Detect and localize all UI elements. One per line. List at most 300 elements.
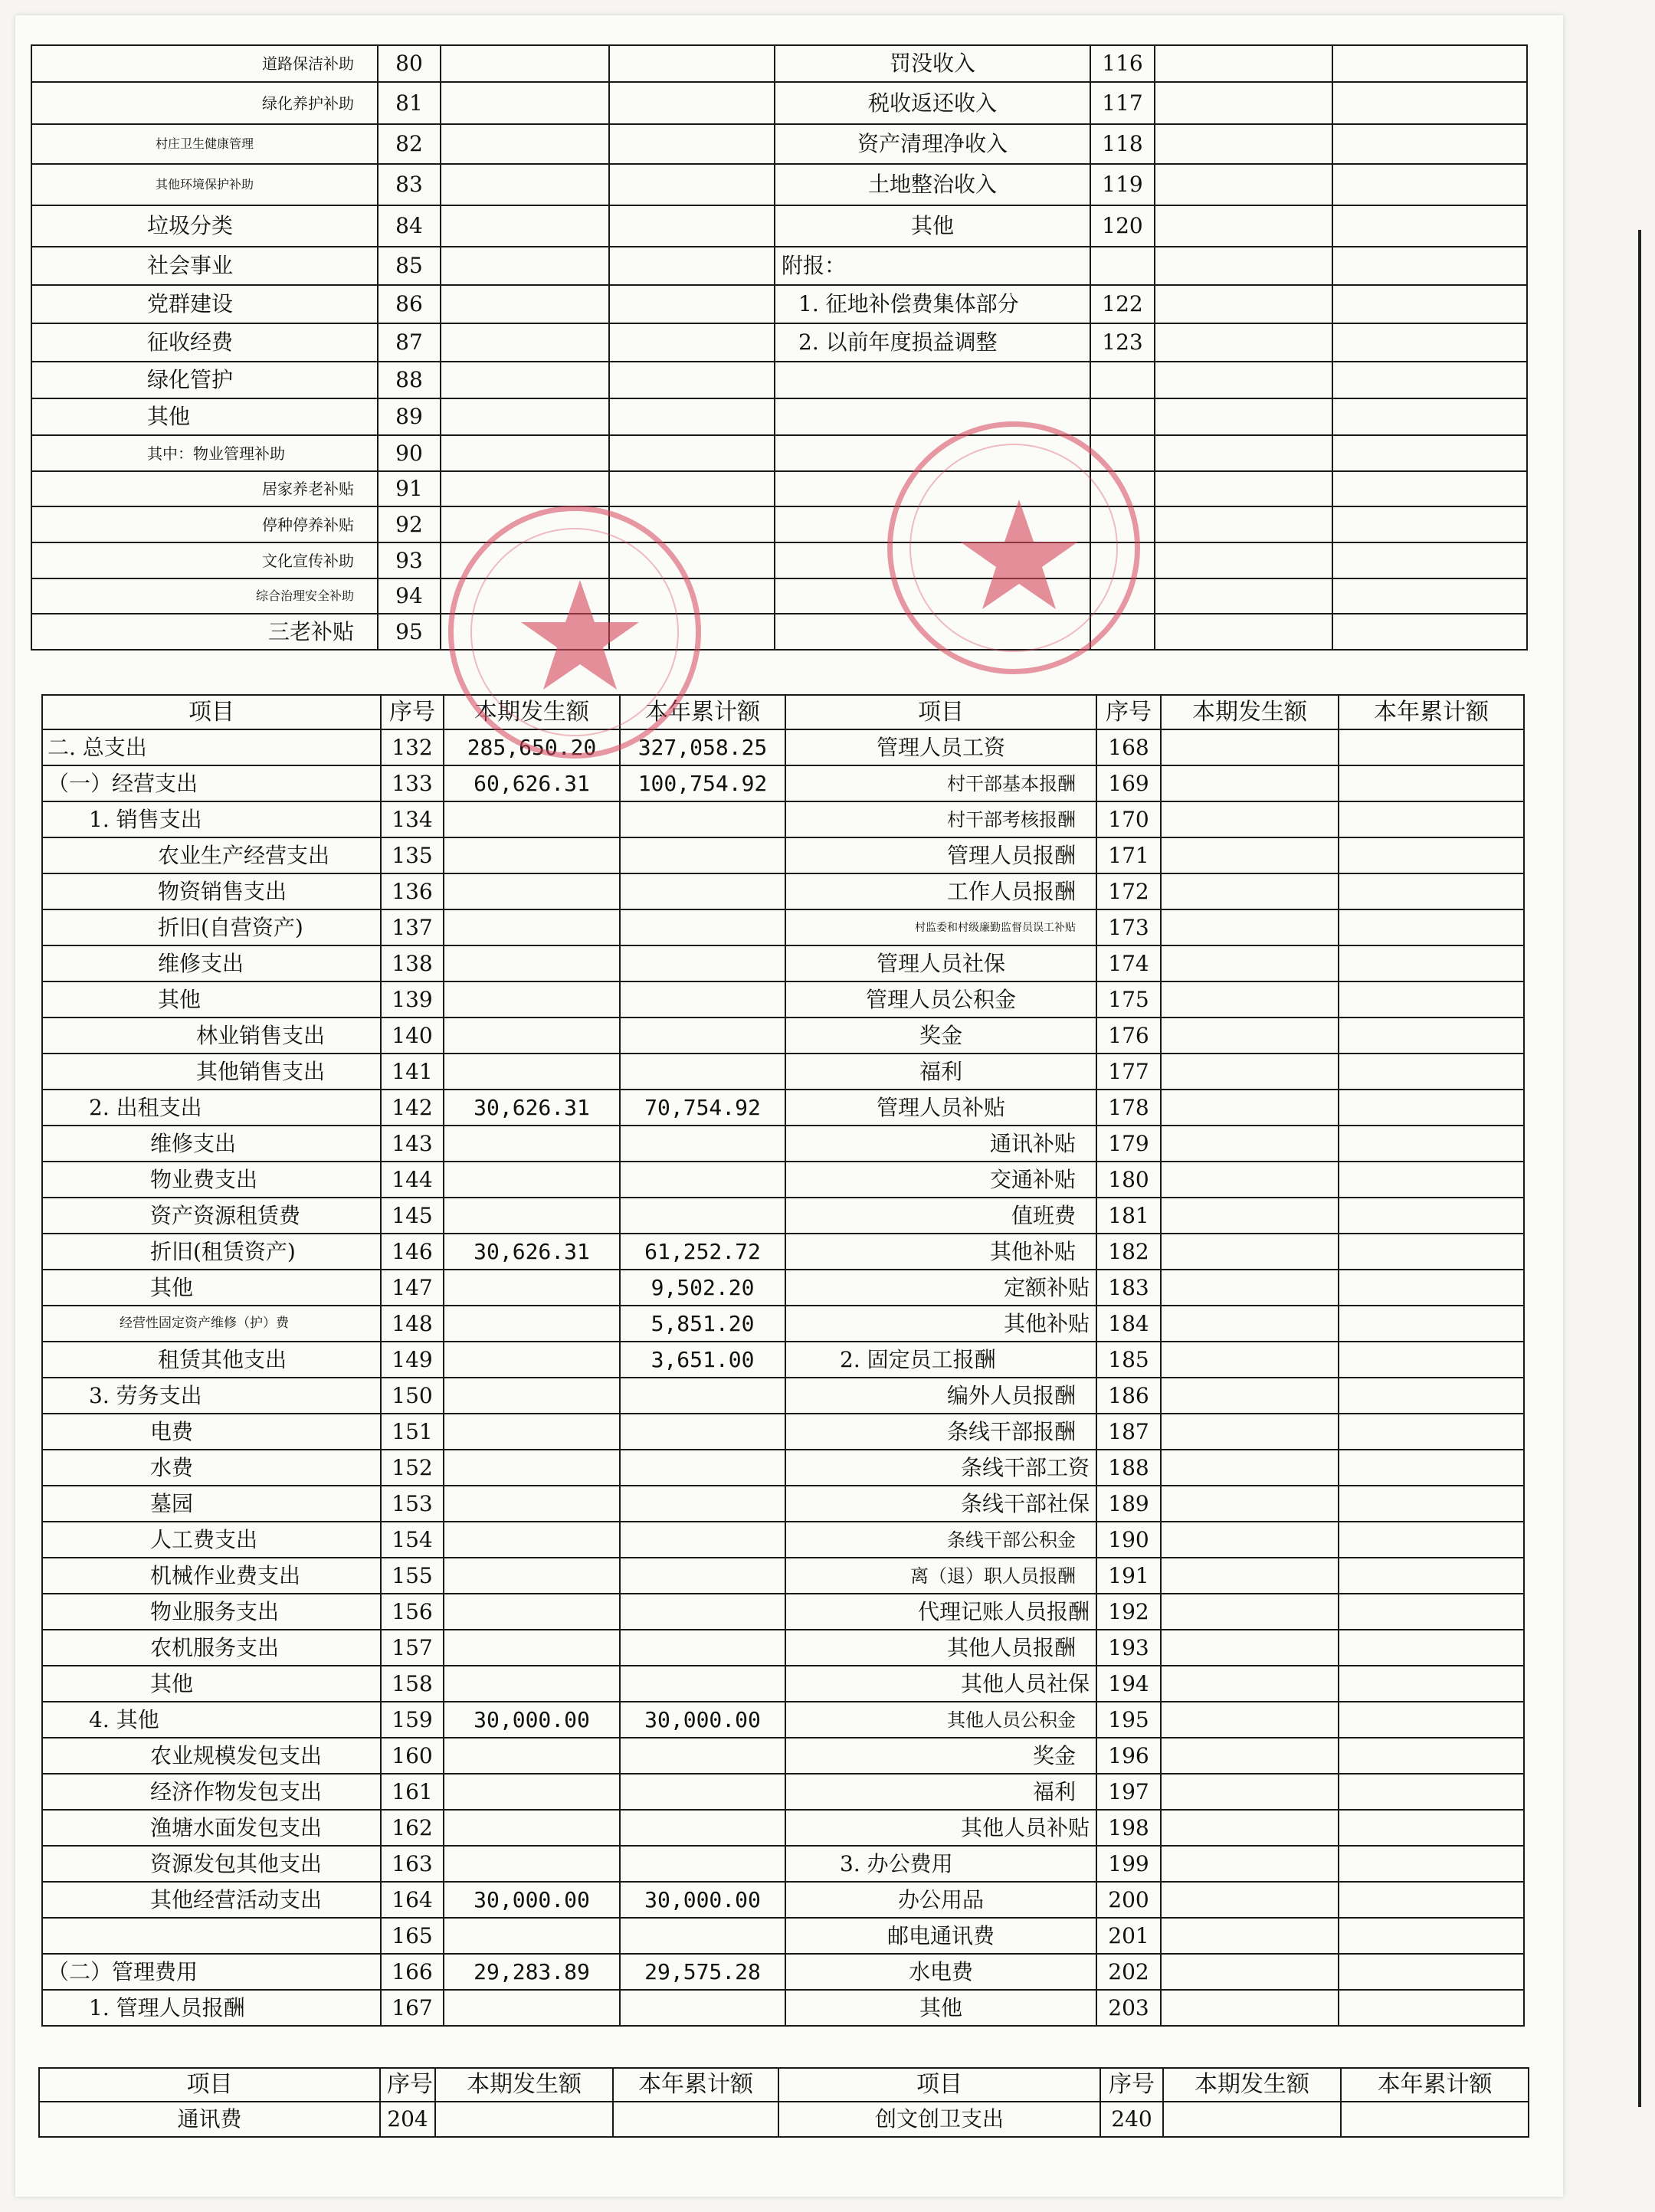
row-cumulative: 30,000.00 — [620, 1702, 785, 1738]
table-row — [42, 873, 1524, 909]
row-cumulative — [620, 1990, 785, 2026]
row-cumulative — [620, 1738, 785, 1774]
star-icon — [454, 511, 706, 764]
row-no: 203 — [1096, 1990, 1161, 2026]
row-current — [441, 435, 609, 471]
header-cumulative: 本年累计额 — [1339, 695, 1524, 729]
row-no: 176 — [1096, 1018, 1161, 1054]
row-cumulative — [1339, 1846, 1524, 1882]
row-no: 186 — [1096, 1378, 1161, 1414]
row-label: 墓园 — [42, 1486, 381, 1522]
row-current: 30,626.31 — [444, 1090, 620, 1126]
row-cumulative — [1339, 1918, 1524, 1954]
row-cumulative — [1339, 1234, 1524, 1270]
row-cumulative — [1339, 1702, 1524, 1738]
row-current — [444, 1018, 620, 1054]
row-no: 157 — [381, 1630, 444, 1666]
row-current — [1161, 1378, 1339, 1414]
row-current — [441, 124, 609, 164]
row-label: 其他 — [42, 1666, 381, 1702]
row-no: 181 — [1096, 1198, 1161, 1234]
row-label: 其中：物业管理补助 — [31, 435, 378, 471]
row-label: 村干部基本报酬 — [785, 765, 1096, 801]
row-cumulative — [1339, 1126, 1524, 1162]
row-no: 154 — [381, 1522, 444, 1558]
row-no: 193 — [1096, 1630, 1161, 1666]
table-row — [31, 124, 1527, 164]
row-cumulative — [1339, 1162, 1524, 1198]
header-no: 序号 — [381, 695, 444, 729]
row-no: 198 — [1096, 1810, 1161, 1846]
row-cumulative — [1332, 164, 1527, 205]
row-cumulative — [609, 323, 775, 362]
table-row — [42, 1774, 1524, 1810]
row-no: 163 — [381, 1846, 444, 1882]
row-current — [1161, 1306, 1339, 1342]
row-no: 197 — [1096, 1774, 1161, 1810]
row-no: 137 — [381, 909, 444, 945]
row-no: 134 — [381, 801, 444, 837]
row-cumulative — [609, 435, 775, 471]
row-cumulative — [1339, 765, 1524, 801]
row-label: 管理人员社保 — [785, 945, 1096, 981]
row-label: 折旧(自营资产) — [42, 909, 381, 945]
table-row — [31, 435, 1527, 471]
row-cumulative — [1332, 578, 1527, 614]
row-cumulative — [1339, 1882, 1524, 1918]
row-current — [1161, 837, 1339, 873]
table-row — [31, 247, 1527, 285]
row-no: 179 — [1096, 1126, 1161, 1162]
row-no: 200 — [1096, 1882, 1161, 1918]
row-current — [1161, 1918, 1339, 1954]
row-current — [1161, 1450, 1339, 1486]
row-label: （二）管理费用 — [42, 1954, 381, 1990]
row-label: 征收经费 — [31, 323, 378, 362]
row-label: 经济作物发包支出 — [42, 1774, 381, 1810]
row-current — [435, 2102, 613, 2137]
row-label: 其他 — [785, 1990, 1096, 2026]
row-current — [444, 1666, 620, 1702]
row-current: 30,000.00 — [444, 1882, 620, 1918]
row-current — [1155, 323, 1332, 362]
row-no: 177 — [1096, 1054, 1161, 1090]
row-current — [444, 1162, 620, 1198]
row-current — [1161, 1810, 1339, 1846]
row-cumulative — [1339, 1414, 1524, 1450]
row-current — [444, 1414, 620, 1450]
row-label: 交通补贴 — [785, 1162, 1096, 1198]
row-no: 146 — [381, 1234, 444, 1270]
row-cumulative — [620, 945, 785, 981]
table-row — [31, 398, 1527, 435]
row-cumulative — [1332, 398, 1527, 435]
row-current — [1161, 909, 1339, 945]
header-item: 项目 — [778, 2068, 1100, 2102]
row-no: 142 — [381, 1090, 444, 1126]
row-cumulative — [1339, 1954, 1524, 1990]
expenditure-table-next — [38, 2067, 1529, 2138]
row-current — [1155, 614, 1332, 650]
row-no — [1090, 362, 1155, 398]
row-no: 138 — [381, 945, 444, 981]
row-no: 170 — [1096, 801, 1161, 837]
row-label: 道路保洁补助 — [31, 45, 378, 82]
row-label: 绿化养护补助 — [31, 82, 378, 124]
table-header-row — [39, 2068, 1529, 2102]
table-row — [42, 1594, 1524, 1630]
row-label: 奖金 — [785, 1738, 1096, 1774]
row-label: 人工费支出 — [42, 1522, 381, 1558]
row-cumulative — [609, 285, 775, 323]
table-row — [42, 1450, 1524, 1486]
row-label: 1. 征地补偿费集体部分 — [775, 285, 1090, 323]
table-row — [42, 1090, 1524, 1126]
row-no: 171 — [1096, 837, 1161, 873]
official-seal-right — [887, 421, 1140, 674]
row-current — [1161, 1522, 1339, 1558]
row-cumulative — [620, 1018, 785, 1054]
row-label: 维修支出 — [42, 1126, 381, 1162]
row-no: 175 — [1096, 981, 1161, 1018]
row-label: 物业服务支出 — [42, 1594, 381, 1630]
table-row — [42, 909, 1524, 945]
row-label: 经营性固定资产维修（护）费 — [42, 1306, 381, 1342]
row-no: 117 — [1090, 82, 1155, 124]
row-no: 151 — [381, 1414, 444, 1450]
row-current — [441, 164, 609, 205]
row-no: 178 — [1096, 1090, 1161, 1126]
row-label: 综合治理安全补助 — [31, 578, 378, 614]
row-no: 196 — [1096, 1738, 1161, 1774]
row-cumulative — [1339, 837, 1524, 873]
row-label: 条线干部公积金 — [785, 1522, 1096, 1558]
header-no: 序号 — [1096, 695, 1161, 729]
row-cumulative — [1339, 1270, 1524, 1306]
row-label: 邮电通讯费 — [785, 1918, 1096, 1954]
row-label: 林业销售支出 — [42, 1018, 381, 1054]
row-label: 土地整治收入 — [775, 164, 1090, 205]
row-current — [444, 873, 620, 909]
row-cumulative — [1332, 124, 1527, 164]
table-row — [42, 1342, 1524, 1378]
table-row — [42, 1558, 1524, 1594]
row-current — [1161, 1090, 1339, 1126]
row-current — [1155, 82, 1332, 124]
row-current — [1155, 542, 1332, 578]
row-current — [1161, 1990, 1339, 2026]
row-label: 其他环境保护补助 — [31, 164, 378, 205]
row-no: 88 — [378, 362, 441, 398]
row-no: 180 — [1096, 1162, 1161, 1198]
row-current — [441, 398, 609, 435]
row-cumulative — [1339, 1450, 1524, 1486]
row-current — [444, 981, 620, 1018]
row-cumulative: 70,754.92 — [620, 1090, 785, 1126]
row-no: 132 — [381, 729, 444, 765]
row-current — [441, 323, 609, 362]
row-current — [441, 362, 609, 398]
row-current — [441, 82, 609, 124]
row-label: 农业生产经营支出 — [42, 837, 381, 873]
row-current: 30,626.31 — [444, 1234, 620, 1270]
row-label: 其他补贴 — [785, 1306, 1096, 1342]
row-current — [444, 1846, 620, 1882]
row-cumulative: 5,851.20 — [620, 1306, 785, 1342]
row-current — [444, 1342, 620, 1378]
row-no: 84 — [378, 205, 441, 247]
row-no: 93 — [378, 542, 441, 578]
row-current — [1161, 1630, 1339, 1666]
row-current — [1155, 124, 1332, 164]
row-no: 204 — [380, 2102, 435, 2137]
row-label: 管理人员报酬 — [785, 837, 1096, 873]
table-row — [42, 1630, 1524, 1666]
row-cumulative — [1339, 1486, 1524, 1522]
row-label: 3. 劳务支出 — [42, 1378, 381, 1414]
table-row — [31, 471, 1527, 506]
row-current — [1161, 1414, 1339, 1450]
table-row — [42, 1198, 1524, 1234]
row-cumulative — [620, 1378, 785, 1414]
row-label: 福利 — [785, 1774, 1096, 1810]
row-current — [1161, 1486, 1339, 1522]
row-cumulative: 3,651.00 — [620, 1342, 785, 1378]
row-label: 租赁其他支出 — [42, 1342, 381, 1378]
row-cumulative: 30,000.00 — [620, 1882, 785, 1918]
row-label: 其他经营活动支出 — [42, 1882, 381, 1918]
row-label: 1. 销售支出 — [42, 801, 381, 837]
row-cumulative — [1339, 801, 1524, 837]
row-label: 水费 — [42, 1450, 381, 1486]
row-label: 资源发包其他支出 — [42, 1846, 381, 1882]
row-current — [441, 247, 609, 285]
row-current — [1155, 45, 1332, 82]
row-label: 代理记账人员报酬 — [785, 1594, 1096, 1630]
row-label: 离（退）职人员报酬 — [785, 1558, 1096, 1594]
row-current — [1155, 205, 1332, 247]
row-no: 80 — [378, 45, 441, 82]
row-no: 81 — [378, 82, 441, 124]
row-label: 水电费 — [785, 1954, 1096, 1990]
row-cumulative — [1339, 1054, 1524, 1090]
row-label: 奖金 — [785, 1018, 1096, 1054]
row-current — [444, 1270, 620, 1306]
table-header-row — [42, 695, 1524, 729]
table-row — [42, 981, 1524, 1018]
row-label: 物业费支出 — [42, 1162, 381, 1198]
row-label: 绿化管护 — [31, 362, 378, 398]
row-label: 其他人员社保 — [785, 1666, 1096, 1702]
row-cumulative — [1332, 247, 1527, 285]
row-label: 2. 出租支出 — [42, 1090, 381, 1126]
row-no: 139 — [381, 981, 444, 1018]
row-current — [444, 1378, 620, 1414]
row-no: 194 — [1096, 1666, 1161, 1702]
row-current — [444, 1774, 620, 1810]
row-current — [444, 1990, 620, 2026]
row-no: 192 — [1096, 1594, 1161, 1630]
row-no: 168 — [1096, 729, 1161, 765]
row-current — [444, 1522, 620, 1558]
header-current: 本期发生额 — [1161, 695, 1339, 729]
row-no — [1090, 247, 1155, 285]
row-label: 村监委和村级廉勤监督员误工补贴 — [785, 909, 1096, 945]
row-current — [1161, 729, 1339, 765]
table-row — [42, 1990, 1524, 2026]
row-current — [1161, 1846, 1339, 1882]
table-row — [42, 1666, 1524, 1702]
row-cumulative — [1332, 285, 1527, 323]
header-current: 本期发生额 — [1163, 2068, 1341, 2102]
row-cumulative — [620, 1846, 785, 1882]
row-cumulative — [620, 873, 785, 909]
row-current — [444, 1306, 620, 1342]
row-no: 92 — [378, 506, 441, 542]
row-no: 145 — [381, 1198, 444, 1234]
row-cumulative — [1341, 2102, 1529, 2137]
row-cumulative: 61,252.72 — [620, 1234, 785, 1270]
row-label: 资产资源租赁费 — [42, 1198, 381, 1234]
row-label: 社会事业 — [31, 247, 378, 285]
table-row — [42, 837, 1524, 873]
row-current — [1161, 1774, 1339, 1810]
row-label: 三老补贴 — [31, 614, 378, 650]
row-label: 通讯费 — [39, 2102, 380, 2137]
row-current — [1161, 1954, 1339, 1990]
table-row — [42, 1522, 1524, 1558]
row-no: 164 — [381, 1882, 444, 1918]
row-current — [441, 471, 609, 506]
row-current — [444, 1198, 620, 1234]
row-current — [1155, 362, 1332, 398]
row-cumulative — [1332, 506, 1527, 542]
row-no: 159 — [381, 1702, 444, 1738]
table-row — [42, 1054, 1524, 1090]
row-label: 其他 — [42, 1270, 381, 1306]
row-label: 1. 管理人员报酬 — [42, 1990, 381, 2026]
row-cumulative — [1339, 981, 1524, 1018]
row-cumulative — [609, 398, 775, 435]
row-current — [1155, 506, 1332, 542]
header-current: 本期发生额 — [435, 2068, 613, 2102]
row-cumulative — [1339, 1378, 1524, 1414]
row-current — [1155, 247, 1332, 285]
table-row — [42, 1378, 1524, 1414]
table-row — [42, 1918, 1524, 1954]
row-label: 农机服务支出 — [42, 1630, 381, 1666]
row-current — [1161, 1198, 1339, 1234]
row-no: 189 — [1096, 1486, 1161, 1522]
row-current — [1163, 2102, 1341, 2137]
table-row — [31, 362, 1527, 398]
row-current — [1161, 1882, 1339, 1918]
row-label: 村庄卫生健康管理 — [31, 124, 378, 164]
row-cumulative — [1339, 945, 1524, 981]
row-current — [1155, 398, 1332, 435]
row-no: 162 — [381, 1810, 444, 1846]
row-current — [1161, 1558, 1339, 1594]
row-cumulative — [609, 82, 775, 124]
row-current — [1161, 1594, 1339, 1630]
row-cumulative — [1339, 1630, 1524, 1666]
table-row — [31, 205, 1527, 247]
row-current: 30,000.00 — [444, 1702, 620, 1738]
row-no: 169 — [1096, 765, 1161, 801]
table-row — [42, 1414, 1524, 1450]
row-label: 条线干部社保 — [785, 1486, 1096, 1522]
row-cumulative — [620, 1810, 785, 1846]
row-no: 165 — [381, 1918, 444, 1954]
row-label: 其他补贴 — [785, 1234, 1096, 1270]
row-label: 其他人员报酬 — [785, 1630, 1096, 1666]
table-row — [42, 1306, 1524, 1342]
row-current — [1161, 801, 1339, 837]
row-label: 4. 其他 — [42, 1702, 381, 1738]
row-no: 119 — [1090, 164, 1155, 205]
row-label: 折旧(租赁资产) — [42, 1234, 381, 1270]
row-current — [444, 1918, 620, 1954]
row-cumulative — [1339, 1018, 1524, 1054]
row-label: 管理人员补贴 — [785, 1090, 1096, 1126]
row-label: 党群建设 — [31, 285, 378, 323]
header-cumulative: 本年累计额 — [613, 2068, 778, 2102]
row-cumulative — [620, 1054, 785, 1090]
row-cumulative — [620, 1414, 785, 1450]
row-no: 190 — [1096, 1522, 1161, 1558]
row-current — [1161, 1018, 1339, 1054]
row-label: 编外人员报酬 — [785, 1378, 1096, 1414]
row-label: 村干部考核报酬 — [785, 801, 1096, 837]
row-cumulative — [1332, 323, 1527, 362]
row-cumulative — [1332, 614, 1527, 650]
row-label: 税收返还收入 — [775, 82, 1090, 124]
row-current — [1161, 1234, 1339, 1270]
row-cumulative — [1339, 1594, 1524, 1630]
row-label: 农业规模发包支出 — [42, 1738, 381, 1774]
row-no: 90 — [378, 435, 441, 471]
row-cumulative — [620, 1522, 785, 1558]
row-no: 149 — [381, 1342, 444, 1378]
row-label: 机械作业费支出 — [42, 1558, 381, 1594]
row-no: 116 — [1090, 45, 1155, 82]
row-no: 135 — [381, 837, 444, 873]
row-cumulative — [620, 981, 785, 1018]
row-no: 86 — [378, 285, 441, 323]
row-cumulative — [1339, 1198, 1524, 1234]
row-cumulative — [1339, 1342, 1524, 1378]
row-current — [444, 945, 620, 981]
row-label: 物资销售支出 — [42, 873, 381, 909]
row-current — [444, 1630, 620, 1666]
row-current — [1161, 1126, 1339, 1162]
star-icon — [893, 427, 1145, 680]
table-row — [42, 1486, 1524, 1522]
table-row — [31, 45, 1527, 82]
row-cumulative — [609, 45, 775, 82]
row-cumulative — [620, 1486, 785, 1522]
row-cumulative — [1332, 362, 1527, 398]
row-no: 202 — [1096, 1954, 1161, 1990]
income-table-continued — [31, 44, 1528, 650]
row-cumulative — [609, 362, 775, 398]
row-label: 工作人员报酬 — [785, 873, 1096, 909]
row-no: 195 — [1096, 1702, 1161, 1738]
row-no: 160 — [381, 1738, 444, 1774]
row-cumulative — [1339, 1522, 1524, 1558]
row-no: 144 — [381, 1162, 444, 1198]
row-no: 85 — [378, 247, 441, 285]
